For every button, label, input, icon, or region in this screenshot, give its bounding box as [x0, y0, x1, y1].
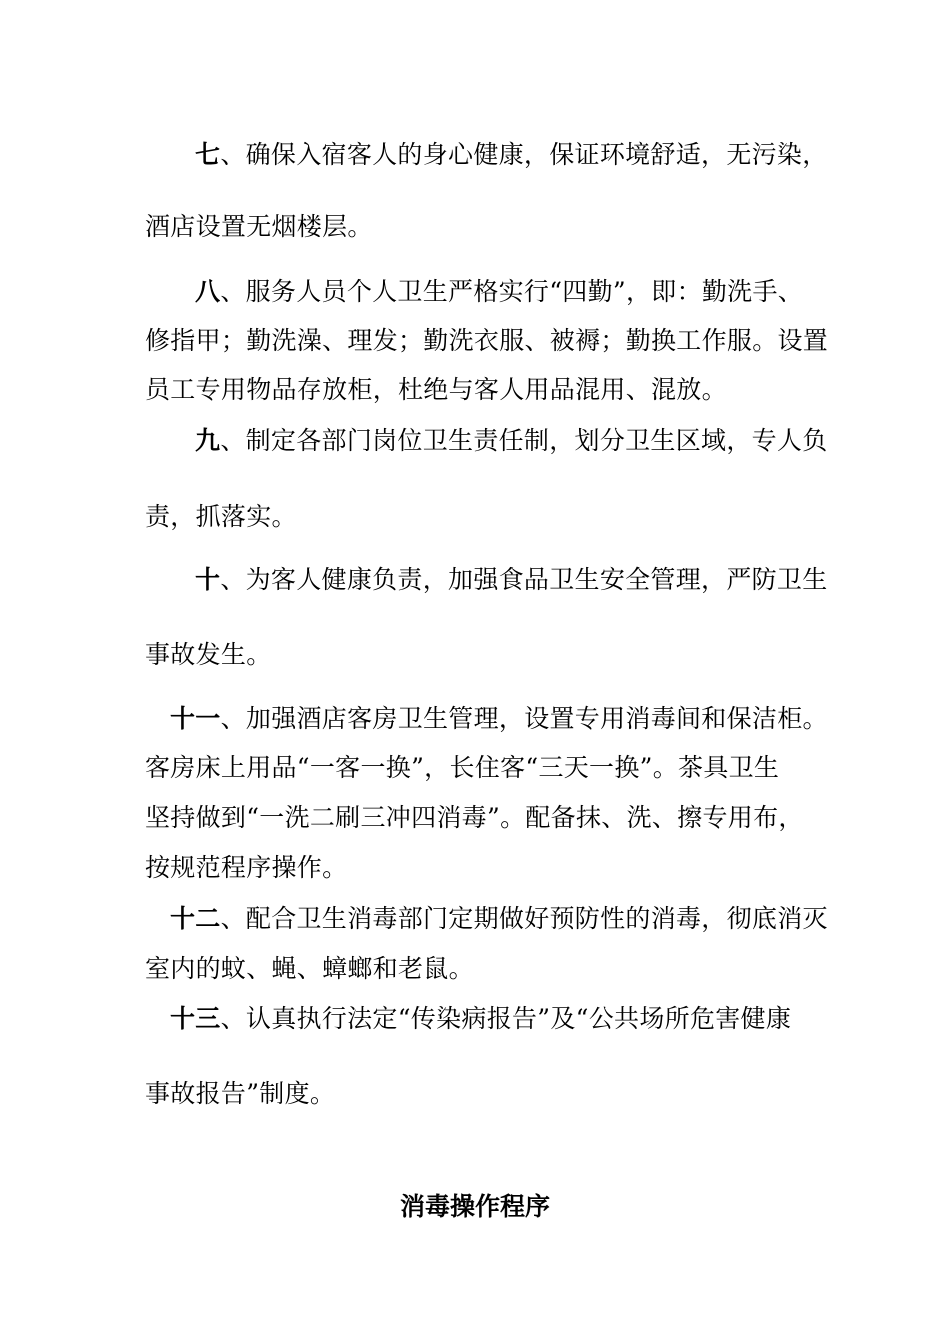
item-10-line-1: 十、为客人健康负责，加强食品卫生安全管理，严防卫生: [195, 565, 828, 594]
item-8-line-3: 员工专用物品存放柜，杜绝与客人用品混用、混放。: [145, 375, 727, 404]
item-11-line-2: 客房床上用品“一客一换”，长住客“三天一换”。茶具卫生: [145, 753, 780, 782]
item-number: 九: [195, 426, 221, 455]
item-10-line-2: 事故发生。: [145, 640, 272, 669]
item-8-line-1: 八、服务人员个人卫生严格实行“四勤”，即：勤洗手、: [195, 277, 804, 306]
item-number: 十三: [170, 1004, 221, 1033]
item-8-line-2: 修指甲；勤洗澡、理发；勤洗衣服、被褥；勤换工作服。设置: [145, 326, 829, 355]
item-number: 十二: [170, 904, 221, 933]
item-number: 八: [195, 277, 221, 306]
item-7-line-1: 七、确保入宿客人的身心健康，保证环境舒适，无污染，: [195, 140, 828, 169]
item-7-line-2: 酒店设置无烟楼层。: [145, 212, 373, 241]
item-13-line-2: 事故报告”制度。: [145, 1079, 336, 1108]
item-11-line-3: 坚持做到“一洗二刷三冲四消毒”。配备抹、洗、擦专用布，: [145, 803, 804, 832]
item-12-line-1: 十二、配合卫生消毒部门定期做好预防性的消毒，彻底消灭: [170, 904, 828, 933]
item-13-line-1: 十三、认真执行法定“传染病报告”及“公共场所危害健康: [170, 1004, 792, 1033]
item-number: 七: [195, 140, 221, 169]
item-11-line-1: 十一、加强酒店客房卫生管理，设置专用消毒间和保洁柜。: [170, 704, 828, 733]
section-title: 消毒操作程序: [399, 1192, 550, 1221]
item-9-line-1: 九、制定各部门岗位卫生责任制，划分卫生区域，专人负: [195, 426, 828, 455]
item-12-line-2: 室内的蚊、蝇、蟑螂和老鼠。: [145, 954, 474, 983]
item-number: 十一: [170, 704, 221, 733]
item-number: 十: [195, 565, 221, 594]
item-9-line-2: 责，抓落实。: [145, 502, 297, 531]
item-11-line-4: 按规范程序操作。: [145, 853, 348, 882]
